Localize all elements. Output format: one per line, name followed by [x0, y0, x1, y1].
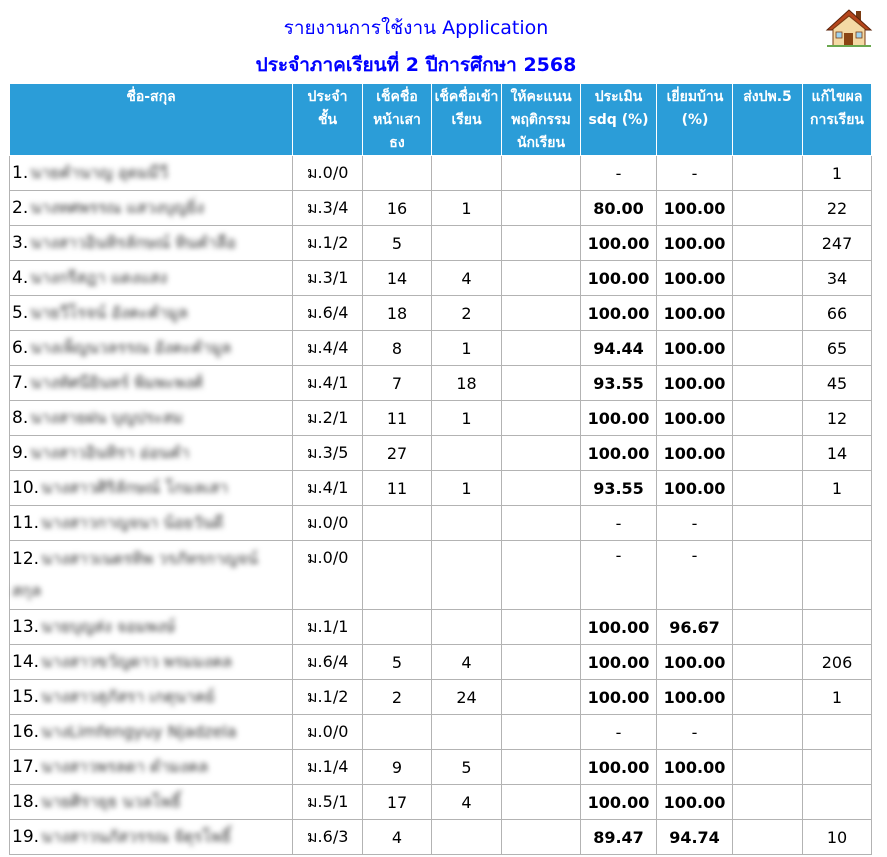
behavior-score-cell — [502, 226, 581, 261]
class-checkin-cell — [432, 715, 502, 750]
teacher-name: นายศิรายุธ นวลโพธิ์ — [41, 791, 181, 811]
sdq-cell: 100.00 — [581, 610, 657, 645]
sdq-cell: - — [581, 156, 657, 191]
house-icon[interactable] — [825, 8, 873, 48]
pp5-cell — [733, 331, 803, 366]
flag-checkin-cell: 11 — [363, 401, 432, 436]
edit-grades-cell: 14 — [803, 436, 872, 471]
col-header-sdq-label: ประเมิน sdq (%) — [588, 89, 649, 128]
sdq-cell: 93.55 — [581, 366, 657, 401]
table-row — [10, 506, 872, 541]
teacher-name: นางสาวกาญจนา น้อยวันดี — [41, 512, 224, 532]
teacher-name: นายคำนาญ อุดมมีวี — [30, 162, 168, 182]
behavior-score-cell — [502, 750, 581, 785]
teacher-name: นางสาวนภัสวรรณ จัตุรโพธิ์ — [41, 826, 232, 846]
table-row — [10, 366, 872, 401]
class-checkin-cell: 18 — [432, 366, 502, 401]
row-number: 2. — [12, 197, 29, 218]
col-header-class-label: เช็คชื่อเข้าเรียน — [434, 89, 499, 128]
flag-checkin-cell: 2 — [363, 680, 432, 715]
class-checkin-cell: 4 — [432, 261, 502, 296]
row-number: 11. — [12, 512, 40, 533]
table-row — [10, 645, 872, 680]
flag-checkin-cell: 11 — [363, 471, 432, 506]
grade-cell: ม.3/1 — [293, 261, 363, 296]
row-number: 4. — [12, 267, 29, 288]
flag-checkin-cell — [363, 506, 432, 541]
grade-cell: ม.6/4 — [293, 645, 363, 680]
pp5-cell — [733, 191, 803, 226]
class-checkin-cell — [432, 820, 502, 855]
grade-cell: ม.0/0 — [293, 156, 363, 191]
flag-checkin-cell: 4 — [363, 820, 432, 855]
home-visit-cell: 100.00 — [657, 680, 733, 715]
edit-grades-cell: 10 — [803, 820, 872, 855]
class-checkin-cell: 2 — [432, 296, 502, 331]
table-row — [10, 820, 872, 855]
class-checkin-cell: 4 — [432, 645, 502, 680]
edit-grades-cell: 247 — [803, 226, 872, 261]
table-row — [10, 750, 872, 785]
table-row — [10, 226, 872, 261]
col-header-pp5[interactable]: ส่งปพ.5 — [733, 84, 803, 156]
grade-cell: ม.0/0 — [293, 541, 363, 610]
home-visit-cell: 100.00 — [657, 436, 733, 471]
edit-grades-cell — [803, 541, 872, 610]
row-number: 12. — [12, 549, 40, 569]
behavior-score-cell — [502, 785, 581, 820]
behavior-score-cell — [502, 680, 581, 715]
row-number: 7. — [12, 372, 29, 393]
col-header-name[interactable]: ชื่อ-สกุล — [10, 84, 293, 156]
edit-grades-cell — [803, 785, 872, 820]
sdq-cell: - — [581, 506, 657, 541]
sdq-cell: 94.44 — [581, 331, 657, 366]
row-number: 17. — [12, 756, 40, 777]
sdq-cell: - — [581, 541, 657, 610]
col-header-edit[interactable] — [803, 84, 872, 156]
class-checkin-cell — [432, 436, 502, 471]
pp5-cell — [733, 610, 803, 645]
edit-grades-cell: 1 — [803, 471, 872, 506]
class-checkin-cell: 1 — [432, 401, 502, 436]
row-number: 18. — [12, 791, 40, 812]
table-header-row — [10, 84, 872, 156]
row-number: 19. — [12, 826, 40, 847]
pp5-cell — [733, 261, 803, 296]
pp5-cell — [733, 541, 803, 610]
table-row — [10, 401, 872, 436]
grade-cell: ม.4/4 — [293, 331, 363, 366]
teacher-name: นางกรีสฎา แดงแสง — [30, 267, 168, 287]
sdq-cell: 100.00 — [581, 226, 657, 261]
row-number: 1. — [12, 162, 29, 183]
table-row — [10, 471, 872, 506]
behavior-score-cell — [502, 401, 581, 436]
usage-report-table — [9, 83, 872, 855]
edit-grades-cell: 1 — [803, 156, 872, 191]
grade-cell: ม.3/4 — [293, 191, 363, 226]
table-row — [10, 610, 872, 645]
sdq-cell: 100.00 — [581, 401, 657, 436]
sdq-cell: 100.00 — [581, 296, 657, 331]
behavior-score-cell — [502, 436, 581, 471]
class-checkin-cell — [432, 226, 502, 261]
edit-grades-cell: 1 — [803, 680, 872, 715]
behavior-score-cell — [502, 296, 581, 331]
edit-grades-cell — [803, 715, 872, 750]
sdq-cell: 80.00 — [581, 191, 657, 226]
flag-checkin-cell: 27 — [363, 436, 432, 471]
row-number: 6. — [12, 337, 29, 358]
teacher-name: นางสาวขวัญดาว พรมมงคล — [41, 651, 233, 671]
home-visit-cell: 100.00 — [657, 401, 733, 436]
col-header-class[interactable] — [432, 84, 502, 156]
flag-checkin-cell: 16 — [363, 191, 432, 226]
grade-cell: ม.4/1 — [293, 366, 363, 401]
class-checkin-cell: 1 — [432, 191, 502, 226]
row-number: 13. — [12, 616, 40, 637]
edit-grades-cell: 22 — [803, 191, 872, 226]
behavior-score-cell — [502, 331, 581, 366]
home-visit-cell: 96.67 — [657, 610, 733, 645]
teacher-name-cell[interactable] — [10, 331, 293, 366]
pp5-cell — [733, 715, 803, 750]
table-row — [10, 261, 872, 296]
table-row — [10, 680, 872, 715]
table-row — [10, 296, 872, 331]
row-number: 16. — [12, 721, 40, 742]
flag-checkin-cell — [363, 715, 432, 750]
teacher-name-cell[interactable] — [10, 680, 293, 715]
grade-cell: ม.1/1 — [293, 610, 363, 645]
sdq-cell: 93.55 — [581, 471, 657, 506]
pp5-cell — [733, 471, 803, 506]
teacher-name: นางสาวอินทิรลักษณ์ ทินคำลือ — [30, 232, 236, 252]
row-number: 8. — [12, 407, 29, 428]
home-visit-cell: 100.00 — [657, 645, 733, 680]
teacher-name: นางสาวเนตรทิพ วรภัทรกาญจน์ — [41, 549, 258, 568]
class-checkin-cell — [432, 156, 502, 191]
home-visit-cell: - — [657, 506, 733, 541]
grade-cell: ม.6/4 — [293, 296, 363, 331]
teacher-name: นางทศพรรณ แสวงบุญยิ่ง — [30, 197, 205, 217]
sdq-cell: 100.00 — [581, 680, 657, 715]
class-checkin-cell — [432, 541, 502, 610]
teacher-name-cell[interactable] — [10, 506, 293, 541]
flag-checkin-cell: 14 — [363, 261, 432, 296]
pp5-cell — [733, 820, 803, 855]
home-visit-cell: 100.00 — [657, 785, 733, 820]
col-header-visit[interactable] — [657, 84, 733, 156]
teacher-name: นางสาวพรลดา ดำมงคล — [41, 756, 209, 776]
col-header-behavior-label: ให้คะแนนพฤติกรรมนักเรียน — [510, 89, 572, 151]
col-header-visit-label: เยี่ยมบ้าน (%) — [666, 89, 724, 128]
home-visit-cell: 100.00 — [657, 366, 733, 401]
teacher-name: นางสายฝน บุญประสม — [30, 407, 183, 427]
row-number: 5. — [12, 302, 29, 323]
col-header-flag-label: เช็คชื่อหน้าเสาธง — [373, 89, 421, 151]
table-row — [10, 156, 872, 191]
sdq-cell: 100.00 — [581, 750, 657, 785]
teacher-name-line2: สกุล — [12, 581, 42, 600]
table-row — [10, 436, 872, 471]
teacher-name: นางสาวศิริลักษณ์ โกมลเสา — [41, 477, 229, 497]
teacher-name-cell[interactable] — [10, 366, 293, 401]
teacher-name-cell[interactable] — [10, 436, 293, 471]
class-checkin-cell: 5 — [432, 750, 502, 785]
behavior-score-cell — [502, 541, 581, 610]
class-checkin-cell: 1 — [432, 331, 502, 366]
pp5-cell — [733, 506, 803, 541]
grade-cell: ม.6/3 — [293, 820, 363, 855]
flag-checkin-cell — [363, 156, 432, 191]
pp5-cell — [733, 226, 803, 261]
pp5-cell — [733, 750, 803, 785]
behavior-score-cell — [502, 506, 581, 541]
edit-grades-cell — [803, 610, 872, 645]
pp5-cell — [733, 296, 803, 331]
behavior-score-cell — [502, 156, 581, 191]
teacher-name: นางLimfengyuy Njadzela — [41, 721, 237, 741]
page-subtitle: ประจำภาคเรียนที่ 2 ปีการศึกษา 2568 — [255, 54, 577, 76]
flag-checkin-cell: 5 — [363, 645, 432, 680]
flag-checkin-cell: 5 — [363, 226, 432, 261]
row-number: 3. — [12, 232, 29, 253]
teacher-name-cell[interactable] — [10, 401, 293, 436]
report-header — [0, 0, 887, 82]
edit-grades-cell — [803, 506, 872, 541]
flag-checkin-cell: 7 — [363, 366, 432, 401]
teacher-name: นางสาวอินทิรา อ่อนคำ — [30, 442, 190, 462]
behavior-score-cell — [502, 715, 581, 750]
flag-checkin-cell: 18 — [363, 296, 432, 331]
col-header-edit-label: แก้ไขผลการเรียน — [810, 89, 864, 128]
grade-cell: ม.3/5 — [293, 436, 363, 471]
flag-checkin-cell — [363, 610, 432, 645]
grade-cell: ม.5/1 — [293, 785, 363, 820]
grade-cell: ม.2/1 — [293, 401, 363, 436]
page-title: รายงานการใช้งาน Application — [283, 17, 549, 39]
row-number: 14. — [12, 651, 40, 672]
teacher-name: นางเพ็ญนวลรรณ อังคะคำมูล — [30, 337, 232, 357]
teacher-name-cell[interactable] — [10, 785, 293, 820]
grade-cell: ม.1/4 — [293, 750, 363, 785]
table-row — [10, 331, 872, 366]
teacher-name: นางทัศนียินทร์ พิมพะพงศ์ — [30, 372, 203, 392]
sdq-cell: 100.00 — [581, 785, 657, 820]
grade-cell: ม.1/2 — [293, 680, 363, 715]
edit-grades-cell: 45 — [803, 366, 872, 401]
teacher-name-cell[interactable] — [10, 645, 293, 680]
teacher-name-cell[interactable] — [10, 261, 293, 296]
row-number: 9. — [12, 442, 29, 463]
pp5-cell — [733, 680, 803, 715]
behavior-score-cell — [502, 820, 581, 855]
class-checkin-cell — [432, 610, 502, 645]
col-header-grade[interactable] — [293, 84, 363, 156]
edit-grades-cell: 65 — [803, 331, 872, 366]
pp5-cell — [733, 401, 803, 436]
col-header-grade-label: ประจำชั้น — [307, 89, 348, 128]
teacher-name: นายวีโรจน์ อังคะคำมูล — [30, 302, 188, 322]
class-checkin-cell: 24 — [432, 680, 502, 715]
teacher-name-cell[interactable] — [10, 750, 293, 785]
home-visit-cell: 100.00 — [657, 226, 733, 261]
flag-checkin-cell: 9 — [363, 750, 432, 785]
behavior-score-cell — [502, 191, 581, 226]
teacher-name-cell[interactable] — [10, 296, 293, 331]
behavior-score-cell — [502, 261, 581, 296]
home-visit-cell: 100.00 — [657, 296, 733, 331]
class-checkin-cell: 4 — [432, 785, 502, 820]
grade-cell: ม.4/1 — [293, 471, 363, 506]
class-checkin-cell — [432, 506, 502, 541]
home-visit-cell: - — [657, 541, 733, 610]
row-number: 15. — [12, 686, 40, 707]
col-header-flag[interactable] — [363, 84, 432, 156]
col-header-sdq[interactable] — [581, 84, 657, 156]
table-row — [10, 785, 872, 820]
grade-cell: ม.0/0 — [293, 506, 363, 541]
pp5-cell — [733, 645, 803, 680]
home-visit-cell: 100.00 — [657, 471, 733, 506]
pp5-cell — [733, 436, 803, 471]
teacher-name: นายบุญส่ง จอมพงษ์ — [41, 616, 176, 636]
edit-grades-cell: 12 — [803, 401, 872, 436]
teacher-name-cell[interactable] — [10, 715, 293, 750]
teacher-name-cell[interactable] — [10, 610, 293, 645]
home-visit-cell: 94.74 — [657, 820, 733, 855]
sdq-cell: 89.47 — [581, 820, 657, 855]
table-row — [10, 715, 872, 750]
behavior-score-cell — [502, 610, 581, 645]
sdq-cell: 100.00 — [581, 436, 657, 471]
home-visit-cell: - — [657, 156, 733, 191]
teacher-name-cell[interactable] — [10, 820, 293, 855]
home-visit-cell: 100.00 — [657, 191, 733, 226]
table-row — [10, 541, 872, 610]
grade-cell: ม.0/0 — [293, 715, 363, 750]
teacher-name-cell[interactable] — [10, 156, 293, 191]
col-header-behavior[interactable] — [502, 84, 581, 156]
class-checkin-cell: 1 — [432, 471, 502, 506]
grade-cell: ม.1/2 — [293, 226, 363, 261]
table-row — [10, 191, 872, 226]
edit-grades-cell: 34 — [803, 261, 872, 296]
edit-grades-cell: 66 — [803, 296, 872, 331]
teacher-name-cell[interactable] — [10, 226, 293, 261]
home-visit-cell: 100.00 — [657, 331, 733, 366]
teacher-name-cell[interactable] — [10, 541, 293, 610]
teacher-name-cell[interactable] — [10, 471, 293, 506]
flag-checkin-cell — [363, 541, 432, 610]
sdq-cell: - — [581, 715, 657, 750]
behavior-score-cell — [502, 645, 581, 680]
flag-checkin-cell: 8 — [363, 331, 432, 366]
edit-grades-cell: 206 — [803, 645, 872, 680]
pp5-cell — [733, 366, 803, 401]
home-visit-cell: 100.00 — [657, 261, 733, 296]
sdq-cell: 100.00 — [581, 645, 657, 680]
edit-grades-cell — [803, 750, 872, 785]
behavior-score-cell — [502, 366, 581, 401]
flag-checkin-cell: 17 — [363, 785, 432, 820]
sdq-cell: 100.00 — [581, 261, 657, 296]
teacher-name: นางสาวสุภัสรา เกตุนาคย์ — [41, 686, 215, 706]
home-visit-cell: 100.00 — [657, 750, 733, 785]
teacher-name-cell[interactable] — [10, 191, 293, 226]
behavior-score-cell — [502, 471, 581, 506]
pp5-cell — [733, 156, 803, 191]
row-number: 10. — [12, 477, 40, 498]
pp5-cell — [733, 785, 803, 820]
home-visit-cell: - — [657, 715, 733, 750]
